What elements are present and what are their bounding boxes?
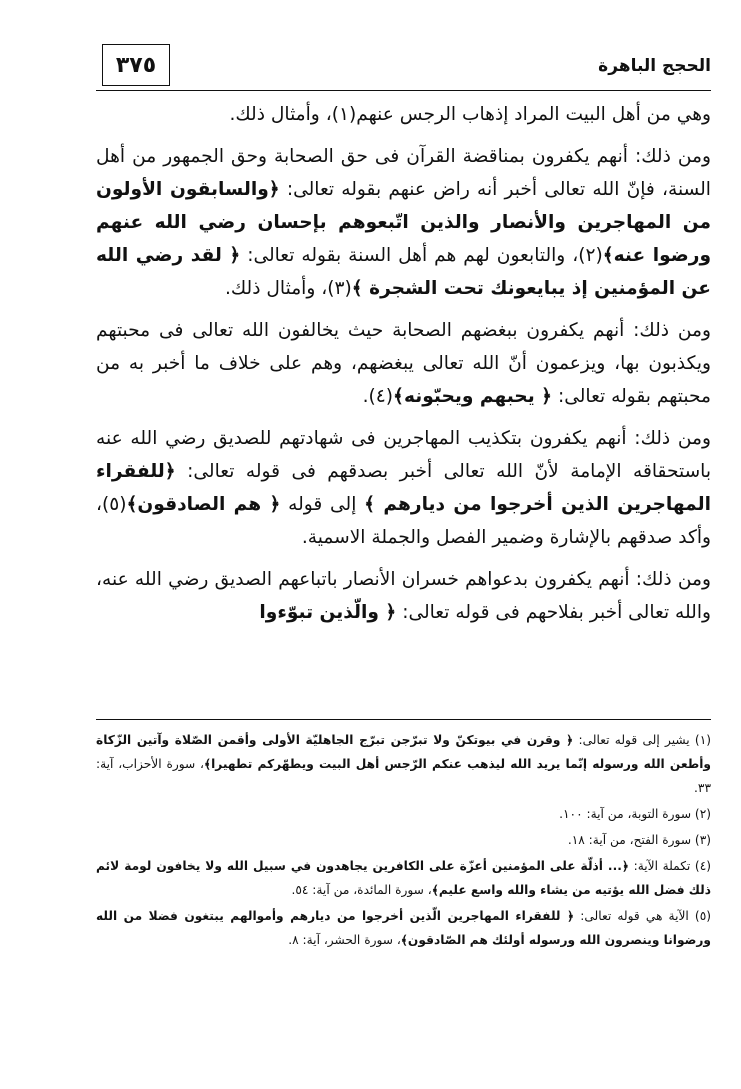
footnote-4-ref: ، سورة المائدة، من آية: ٥٤. [291, 883, 432, 897]
quran-verse: ﴿ يحبهم ويحبّونه﴾ [393, 386, 553, 407]
footnote-1-intro: (١) يشير إلى قوله تعالى: [578, 733, 711, 747]
footnotes [96, 728, 711, 954]
footnote-separator [96, 719, 711, 720]
paragraph-2-end: (٣)، وأمثال ذلك. [224, 278, 352, 299]
running-title: الحجج الباهرة [598, 56, 711, 76]
paragraph-4-mid: إلى قوله [288, 494, 357, 515]
quran-verse: ﴿ هم الصادقون﴾ [126, 494, 281, 515]
paragraph-4 [96, 422, 711, 554]
footnote-verse: ﴿ وقرن في بيوتكنّ ولا تبرّجن تبرّج الجاهليّة الأولى وأقمن الصّلاة وآتين الزّكاة وأطعن الله ورسوله إنّما يريد الله ليذهب عنكم الرّجس أهل البيت ويطهّركم تطهيرا﴾ [96, 733, 711, 771]
paragraph-3 [96, 314, 711, 413]
page-header [96, 44, 711, 91]
footnote-4 [96, 854, 711, 902]
quran-verse: ﴿للفقراء المهاجرين الذين أخرجوا من ديارهم ﴾ [96, 461, 711, 515]
footnote-2: (٢) سورة التوبة، من آية: ١٠٠. [559, 807, 711, 821]
paragraph-2 [96, 140, 711, 305]
footnote-verse: ﴿ للفقراء المهاجرين الّذين أخرجوا من ديارهم وأموالهم يبتغون فضلا من الله ورضوانا وينصرون الله ورسوله أولئك هم الصّادقون﴾ [96, 909, 711, 947]
paragraph-2-mid: (٢)، والتابعون لهم هم أهل السنة بقوله تعالى: [247, 245, 603, 266]
quran-verse: ﴿والسابقون الأولون من المهاجرين والأنصار والذين اتّبعوهم بإحسان رضي الله عنهم ورضوا عنه﴾ [96, 179, 711, 266]
paragraph-1-text: وهي من أهل البيت المراد إذهاب الرجس عنهم(١)، وأمثال ذلك. [229, 104, 711, 125]
footnote-1-ref: ، سورة الأحزاب، آية: ٣٣. [96, 757, 711, 795]
footnote-4-intro: (٤) تكملة الآية: [633, 859, 712, 873]
paragraph-3-end: (٤). [362, 386, 394, 407]
paragraph-4-end: (٥)، وأكد صدقهم بالإشارة وضمير الفصل والجملة الاسمية. [96, 494, 711, 548]
main-text [96, 98, 711, 638]
quran-verse: ﴿ لقد رضي الله عن المؤمنين إذ يبايعونك تحت الشجرة ﴾ [96, 245, 711, 299]
paragraph-5-intro: ومن ذلك: أنهم يكفرون بدعواهم خسران الأنصار باتباعهم الصديق رضي الله عنه، والله تعالى أخبر بفلاحهم فى قوله تعالى: [96, 569, 711, 623]
footnote-5-intro: (٥) الآية هي قوله تعالى: [580, 909, 712, 923]
paragraph-1 [96, 98, 711, 131]
footnote-5 [96, 904, 711, 952]
footnote-verse: ﴿... أذلّة على المؤمنين أعزّة على الكافرين يجاهدون في سبيل الله ولا يخافون لومة لائم ذلك فضل الله يؤتيه من يشاء والله واسع عليم﴾ [96, 859, 711, 897]
footnote-1 [96, 728, 711, 800]
paragraph-2-intro: ومن ذلك: أنهم يكفرون بمناقضة القرآن فى حق الصحابة وحق الجمهور من أهل السنة، فإنّ الله تعالى أخبر أنه راض عنهم بقوله تعالى: [96, 146, 711, 200]
footnote-5-ref: ، سورة الحشر، آية: ٨. [288, 933, 401, 947]
paragraph-3-intro: ومن ذلك: أنهم يكفرون ببغضهم الصحابة حيث يخالفون الله تعالى فى محبتهم ويكذبون بها، ويزعمون أنّ الله تعالى يبغضهم، وهم على خلاف ما أخبر به من محبتهم بقوله تعالى: [96, 320, 711, 407]
quran-verse: ﴿ والّذين تبوّءوا [259, 602, 397, 623]
paragraph-4-intro: ومن ذلك: أنهم يكفرون بتكذيب المهاجرين فى شهادتهم للصديق رضي الله عنه باستحقاقه الإمامة لأنّ الله تعالى أخبر بصدقهم فى قوله تعالى: [96, 428, 711, 482]
paragraph-5 [96, 563, 711, 629]
footnote-3: (٣) سورة الفتح، من آية: ١٨. [567, 833, 711, 847]
page-number: ٣٧٥ [102, 44, 170, 86]
